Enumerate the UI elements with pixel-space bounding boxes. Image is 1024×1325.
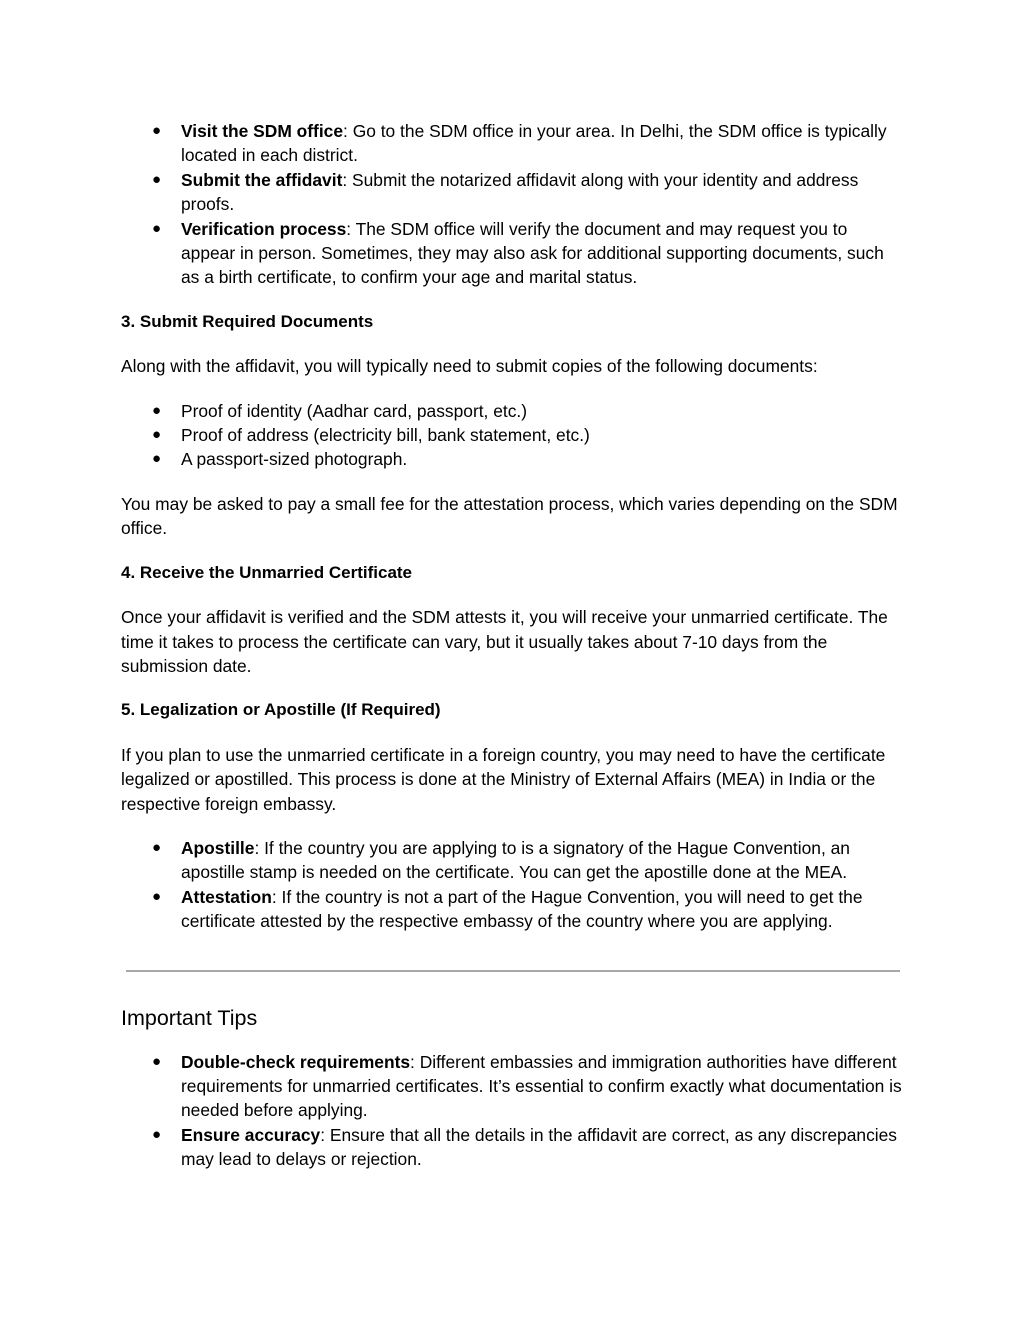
document-page <box>121 119 906 1172</box>
list-item <box>152 447 906 471</box>
bullet-icon: ● <box>152 887 162 905</box>
paragraph: You may be asked to pay a small fee for the attestation process, which varies depending on the SDM office. <box>121 493 898 539</box>
list-item <box>152 1050 906 1123</box>
list-item <box>152 399 906 423</box>
bullet-text: : Ensure that all the details in the affidavit are correct, as any discrepancies may lead to delays or rejection. <box>181 1124 897 1170</box>
bullet-term: Attestation <box>181 886 272 907</box>
bullet-icon: ● <box>152 219 162 237</box>
step2-bullet-list <box>121 119 906 290</box>
bullet-term: Ensure accuracy <box>181 1124 321 1145</box>
tips-bullet-list <box>121 1050 906 1172</box>
section-heading: 3. Submit Required Documents <box>121 311 374 331</box>
paragraph: Once your affidavit is verified and the SDM attests it, you will receive your unmarried certificate. The time it takes to process the certificate can vary, but it usually takes about 7-10 days from the submission date. <box>121 607 888 676</box>
bullet-text: : Submit the notarized affidavit along with your identity and address proofs. <box>181 169 859 215</box>
section-heading: 5. Legalization or Apostille (If Required) <box>121 700 441 720</box>
bullet-icon: ● <box>152 1125 162 1143</box>
section-heading-important-tips: Important Tips <box>121 1005 258 1030</box>
paragraph: If you plan to use the unmarried certificate in a foreign country, you may need to have the certificate legalized or apostilled. This process is done at the Ministry of External Affairs (MEA) in India or the respective foreign embassy. <box>121 744 886 814</box>
bullet-text: : Go to the SDM office in your area. In Delhi, the SDM office is typically located in each district. <box>181 121 887 166</box>
bullet-icon: ● <box>152 122 162 139</box>
bullet-icon: ● <box>152 1052 162 1070</box>
bullet-icon: ● <box>152 170 162 188</box>
bullet-text: : The SDM office will verify the document and may request you to appear in person. Sometimes, they may also ask for additional supporting documents, such as a birth certificate, to confirm your age and marital status. <box>181 218 884 288</box>
list-item <box>152 1123 906 1172</box>
section-heading: 4. Receive the Unmarried Certificate <box>121 562 413 582</box>
bullet-text: Proof of address (electricity bill, bank statement, etc.) <box>181 425 590 446</box>
bullet-icon: ● <box>152 838 162 856</box>
bullet-term: Submit the affidavit <box>181 169 343 190</box>
list-item <box>152 168 906 217</box>
bullet-icon: ● <box>152 450 162 468</box>
bullet-text: A passport-sized photograph. <box>181 449 408 470</box>
bullet-icon: ● <box>152 426 162 444</box>
bullet-text: Proof of identity (Aadhar card, passport, etc.) <box>181 400 528 421</box>
bullet-text: : If the country is not a part of the Hague Convention, you will need to get the certificate attested by the respective embassy of the country where you are applying. <box>181 886 863 932</box>
list-item <box>152 119 906 168</box>
documents-list <box>121 399 906 472</box>
bullet-term: Double-check requirements <box>181 1051 411 1072</box>
bullet-term: Apostille <box>181 837 255 858</box>
bullet-icon: ● <box>152 401 162 419</box>
bullet-text: : Different embassies and immigration authorities have different requirements for unmarried certificates. It’s essential to confirm exactly what documentation is needed before applying. <box>181 1051 902 1121</box>
list-item <box>152 885 906 934</box>
paragraph: Along with the affidavit, you will typically need to submit copies of the following documents: <box>121 356 818 377</box>
list-item <box>152 836 906 885</box>
bullet-text: : If the country you are applying to is a signatory of the Hague Convention, an apostille stamp is needed on the certificate. You can get the apostille done at the MEA. <box>181 837 850 883</box>
bullet-term: Verification process <box>181 218 347 239</box>
apostille-bullet-list <box>121 836 906 934</box>
bullet-term: Visit the SDM office <box>181 121 344 141</box>
list-item <box>152 423 906 447</box>
list-item <box>152 217 906 290</box>
